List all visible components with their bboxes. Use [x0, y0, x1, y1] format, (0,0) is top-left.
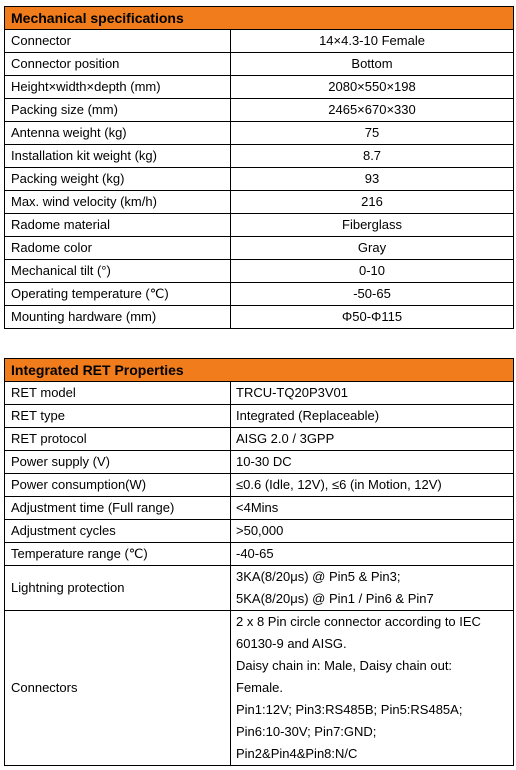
value-line: Pin6:10-30V; Pin7:GND; — [236, 724, 377, 739]
row-value: Gray — [231, 237, 514, 260]
row-value: <4Mins — [231, 497, 514, 520]
row-label: Power consumption(W) — [5, 474, 231, 497]
table-row — [5, 30, 514, 53]
table-row — [5, 428, 514, 451]
mechanical-specifications-table — [4, 6, 514, 329]
table-row — [5, 283, 514, 306]
row-label: Antenna weight (kg) — [5, 122, 231, 145]
row-label: Radome material — [5, 214, 231, 237]
table-row — [5, 451, 514, 474]
table-row — [5, 474, 514, 497]
row-value: Bottom — [231, 53, 514, 76]
table-row — [5, 122, 514, 145]
integrated-ret-properties-table — [4, 358, 514, 766]
row-value: Fiberglass — [231, 214, 514, 237]
table-row — [5, 99, 514, 122]
table-row — [5, 214, 514, 237]
table-row — [5, 543, 514, 566]
row-label: Connector position — [5, 53, 231, 76]
table-row — [5, 405, 514, 428]
row-value: 0-10 — [231, 260, 514, 283]
row-label: Mounting hardware (mm) — [5, 306, 231, 329]
table-row — [5, 53, 514, 76]
row-label: Temperature range (℃) — [5, 543, 231, 566]
row-label: Packing weight (kg) — [5, 168, 231, 191]
row-label: Height×width×depth (mm) — [5, 76, 231, 99]
row-label: Connector — [5, 30, 231, 53]
table-row — [5, 76, 514, 99]
integrated-ret-properties-title: Integrated RET Properties — [5, 359, 514, 382]
row-label: Connectors — [5, 611, 231, 766]
lightning-protection-value — [231, 566, 514, 611]
row-value: AISG 2.0 / 3GPP — [231, 428, 514, 451]
value-line: Pin2&Pin4&Pin8:N/C — [236, 746, 358, 761]
row-value: 8.7 — [231, 145, 514, 168]
row-label: Radome color — [5, 237, 231, 260]
value-line: Daisy chain in: Male, Daisy chain out: — [236, 658, 453, 673]
row-value: -50-65 — [231, 283, 514, 306]
table-row — [5, 168, 514, 191]
row-label: RET model — [5, 382, 231, 405]
table-row — [5, 145, 514, 168]
value-line: 3KA(8/20μs) @ Pin5 & Pin3; — [236, 569, 401, 584]
value-line: Pin1:12V; Pin3:RS485B; Pin5:RS485A; — [236, 702, 463, 717]
table-row — [5, 260, 514, 283]
row-label: Power supply (V) — [5, 451, 231, 474]
value-line: Female. — [236, 680, 283, 695]
table-row — [5, 237, 514, 260]
row-value: ≤0.6 (Idle, 12V), ≤6 (in Motion, 12V) — [231, 474, 514, 497]
table-row — [5, 497, 514, 520]
row-label: Max. wind velocity (km/h) — [5, 191, 231, 214]
row-value: 2080×550×198 — [231, 76, 514, 99]
table-row — [5, 382, 514, 405]
row-value: Integrated (Replaceable) — [231, 405, 514, 428]
row-value: TRCU-TQ20P3V01 — [231, 382, 514, 405]
connectors-value — [231, 611, 514, 766]
row-label: Installation kit weight (kg) — [5, 145, 231, 168]
row-label: Packing size (mm) — [5, 99, 231, 122]
row-label: Mechanical tilt (°) — [5, 260, 231, 283]
row-value: 10-30 DC — [231, 451, 514, 474]
table-row — [5, 191, 514, 214]
row-label: Lightning protection — [5, 566, 231, 611]
row-value: -40-65 — [231, 543, 514, 566]
value-line: 5KA(8/20μs) @ Pin1 / Pin6 & Pin7 — [236, 591, 434, 606]
row-label: Operating temperature (℃) — [5, 283, 231, 306]
row-value: 93 — [231, 168, 514, 191]
row-label: RET type — [5, 405, 231, 428]
row-value: 2465×670×330 — [231, 99, 514, 122]
value-line: 60130-9 and AISG. — [236, 636, 347, 651]
row-value: Φ50-Φ115 — [231, 306, 514, 329]
row-label: Adjustment cycles — [5, 520, 231, 543]
row-value: 14×4.3-10 Female — [231, 30, 514, 53]
table-row — [5, 566, 514, 611]
table-row — [5, 520, 514, 543]
row-label: Adjustment time (Full range) — [5, 497, 231, 520]
row-value: >50,000 — [231, 520, 514, 543]
row-value: 75 — [231, 122, 514, 145]
row-label: RET protocol — [5, 428, 231, 451]
table-row — [5, 306, 514, 329]
mechanical-specifications-title: Mechanical specifications — [5, 7, 514, 30]
row-value: 216 — [231, 191, 514, 214]
table-row — [5, 611, 514, 766]
value-line: 2 x 8 Pin circle connector according to IEC — [236, 614, 481, 629]
